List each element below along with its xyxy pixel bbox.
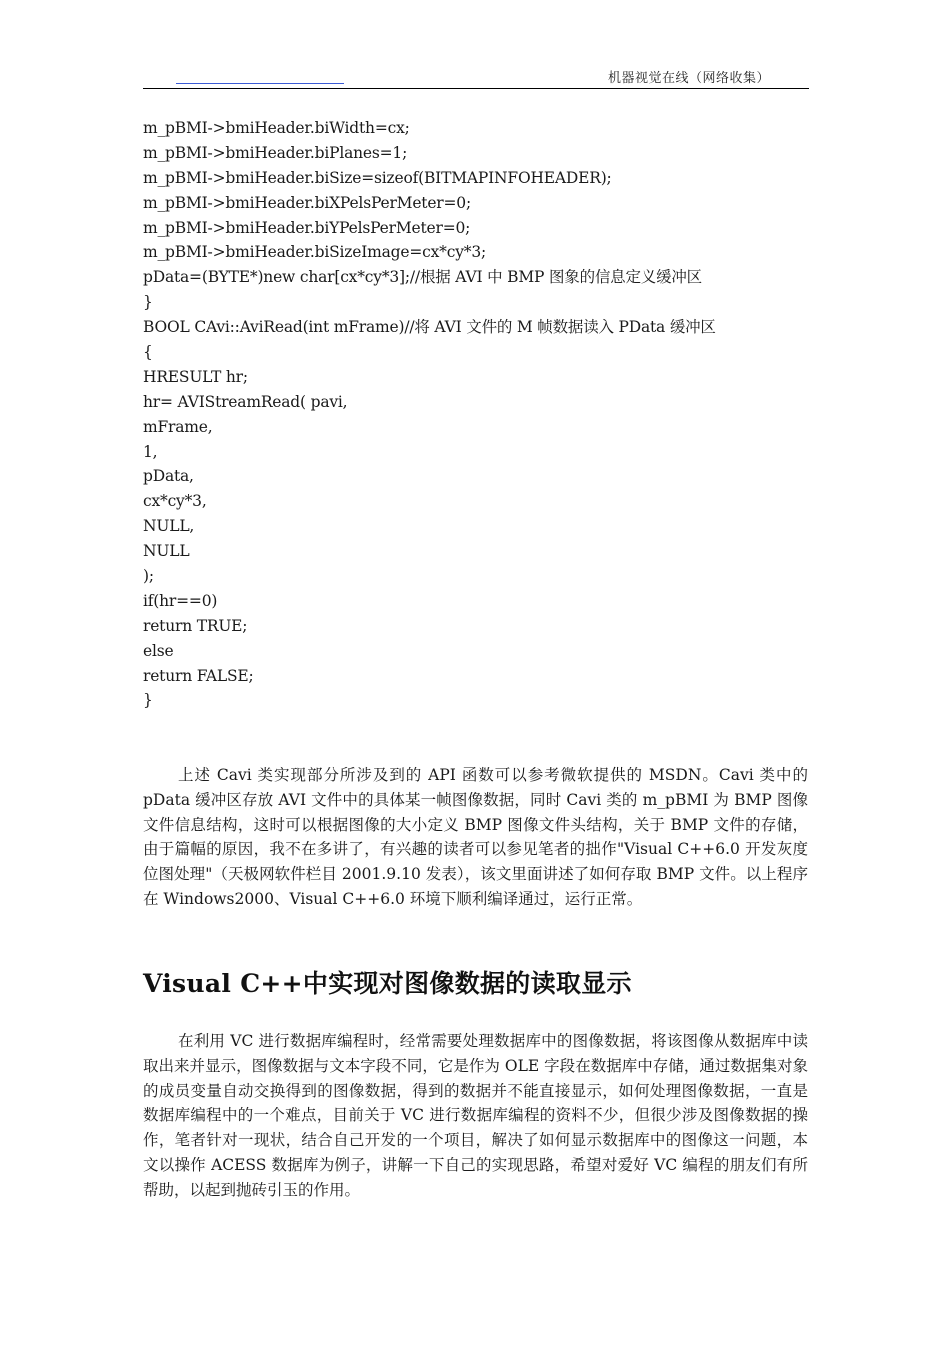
body-paragraph: 在利用 VC 进行数据库编程时，经常需要处理数据库中的图像数据，将该图像从数据库中读取出来并显示，图像数据与文本字段不同，它是作为 OLE 字段在数据库中存储，通过数据集对象的成员变量自动交换得到的图像数据，得到的数据并不能直接显示，如何处理图像数据，一直是数据库编程中的一个难点，目前关于 VC 进行数据库编程的资料不少，但很少涉及图像数据的操作，笔者针对一现状，结合自己开发的一个项目，解决了如何显示数据库中的图像这一问题，本文以操作 ACESS 数据库为例子，讲解一下自己的实现思路，希望对爱好 VC 编程的朋友们有所帮助，以起到抛砖引玉的作用。 (143, 1032, 808, 1199)
code-line: m_pBMI->bmiHeader.biWidth=cx; (143, 119, 410, 137)
code-line: } (143, 691, 153, 710)
body-paragraph: 上述 Cavi 类实现部分所涉及到的 API 函数可以参考微软提供的 MSDN。Cavi 类中的 pData 缓冲区存放 AVI 文件中的具体某一帧图像数据，同时 Cavi 类的 m_pBMI 为 BMP 图像文件信息结构，这时可以根据图像的大小定义 BMP 图像文件头结构，关于 BMP 文件的存储，由于篇幅的原因，我不在多讲了，有兴趣的读者可以参见笔者的拙作"Visual C++6.0 开发灰度位图处理"（天极网软件栏目 2001.9.10 发表），该文里面讲述了如何存取 BMP 文件。以上程序在 Windows2000、Visual C++6.0 环境下顺利编译通过，运行正常。 (143, 766, 808, 908)
code-line: m_pBMI->bmiHeader.biXPelsPerMeter=0; (143, 193, 471, 212)
code-line: pData, (143, 467, 194, 486)
code-line: mFrame, (143, 417, 213, 436)
code-line: HRESULT hr; (143, 367, 248, 386)
code-line: 1, (143, 442, 158, 461)
code-line: else (143, 641, 174, 660)
code-line: return TRUE; (143, 616, 248, 635)
code-line: cx*cy*3, (143, 492, 207, 511)
code-line: m_pBMI->bmiHeader.biPlanes=1; (143, 143, 408, 162)
header-title: 机器视觉在线（网络收集） (607, 71, 770, 86)
code-line: m_pBMI->bmiHeader.biYPelsPerMeter=0; (143, 218, 471, 237)
code-line: NULL, (143, 517, 195, 536)
code-line: BOOL CAvi::AviRead(int mFrame)//将 AVI 文件的 M 帧数据读入 PData 缓冲区 (143, 318, 716, 337)
code-line: return FALSE; (143, 666, 254, 685)
code-line: m_pBMI->bmiHeader.biSize=sizeof(BITMAPINFOHEADER); (143, 168, 612, 187)
section-heading: Visual C++中实现对图像数据的读取显示 (143, 969, 632, 998)
code-line: hr= AVIStreamRead( pavi, (143, 392, 348, 411)
code-line: pData=(BYTE*)new char[cx*cy*3];//根据 AVI 中 BMP 图象的信息定义缓冲区 (143, 268, 702, 287)
code-line: { (143, 343, 153, 362)
code-line: m_pBMI->bmiHeader.biSizeImage=cx*cy*3; (143, 243, 486, 262)
code-line: } (143, 293, 153, 312)
code-block (143, 116, 808, 713)
code-line: ); (143, 567, 154, 586)
header-rule (143, 88, 809, 89)
code-line: if(hr==0) (143, 591, 218, 610)
header-link-underline[interactable] (176, 83, 344, 84)
code-line: NULL (143, 542, 190, 561)
